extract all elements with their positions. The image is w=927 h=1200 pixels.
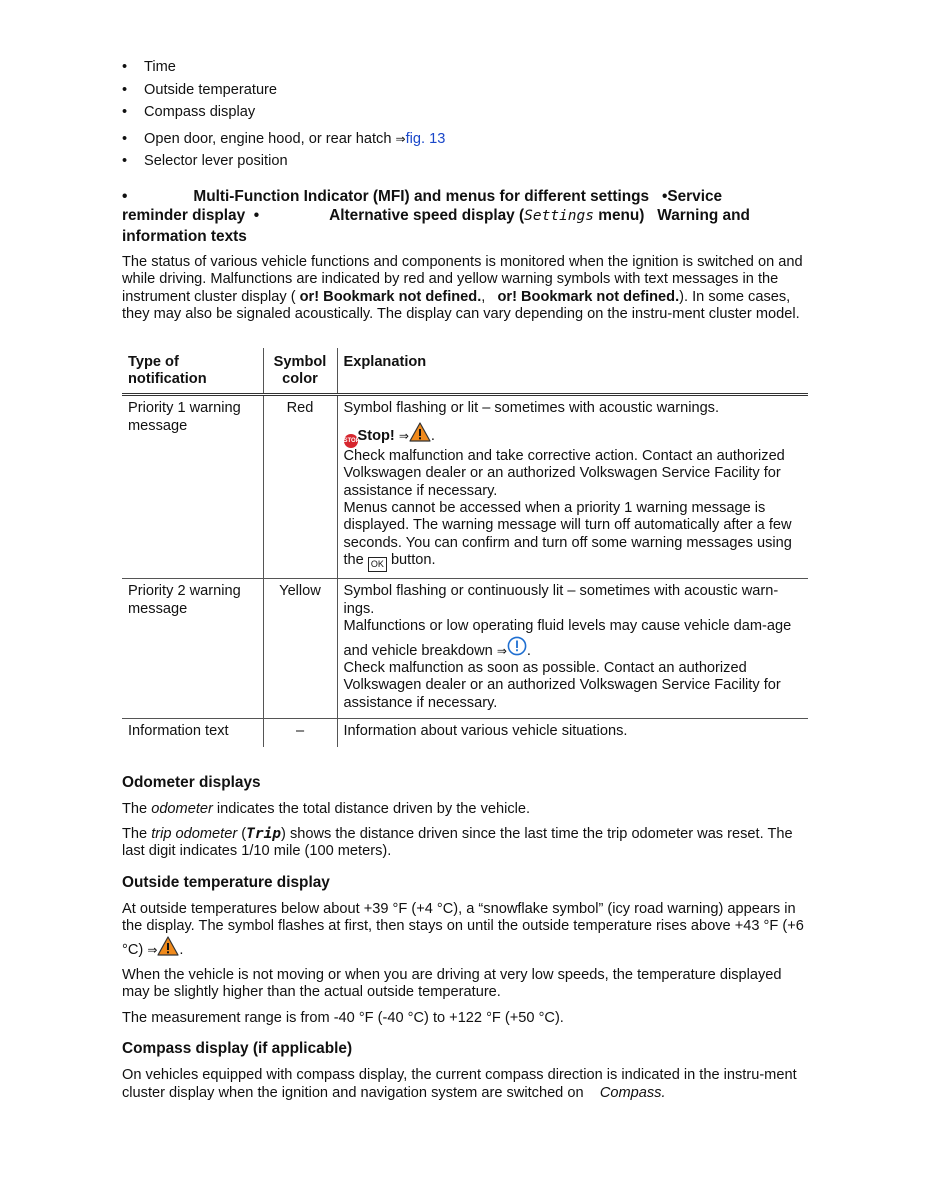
- mfi-part1: Multi-Function Indicator (MFI) and menus for different settings: [193, 187, 650, 205]
- odometer-paragraph: [122, 801, 808, 818]
- trip-paragraph: [122, 826, 808, 861]
- explanation-line: Symbol flashing or lit – sometimes with acoustic warnings.: [343, 400, 720, 417]
- cell-type: Priority 1 warning message: [122, 395, 263, 579]
- mfi-heading: [122, 187, 808, 247]
- bullet-glyph: •: [253, 207, 260, 224]
- explanation-line: Symbol flashing or continuously lit – sometimes with acoustic warn-ings.: [343, 583, 779, 617]
- mfi-part4a: Warning and: [657, 207, 750, 224]
- settings-menu-label: Settings: [524, 208, 594, 224]
- arrow-icon: ⇒: [496, 643, 507, 658]
- odo-term: odometer: [151, 800, 213, 817]
- list-item: [122, 150, 808, 173]
- list-item: [122, 79, 808, 102]
- intro-paragraph: [122, 254, 808, 324]
- arrow-icon: ⇒: [398, 428, 409, 443]
- trip-text: ) shows the distance driven since the last time the trip odometer was reset. The last digit indicates 1/10 mile (100 meters).: [122, 825, 793, 860]
- outside-temp-heading: Outside temperature display: [122, 873, 330, 891]
- feature-list: [122, 56, 808, 173]
- temp-speed-paragraph: When the vehicle is not moving or when you are driving at very low speeds, the temperature displayed may be slightly higher than the actual outside temperature.: [122, 966, 782, 1001]
- list-item-text: Outside temperature: [144, 81, 278, 98]
- list-item-text: Compass display: [144, 104, 256, 120]
- list-item: [122, 101, 808, 124]
- table-row: [122, 719, 808, 747]
- arrow-icon: ⇒: [395, 131, 406, 146]
- trip-label: Trip: [246, 825, 282, 842]
- mfi-part4b: information texts: [122, 227, 247, 245]
- compass-heading: Compass display (if applicable): [122, 1040, 353, 1058]
- mfi-part2b: reminder display: [122, 207, 246, 224]
- trip-text: (: [237, 825, 247, 842]
- notification-table: [122, 348, 808, 747]
- outside-temp-paragraph: At outside temperatures below about +39 °F (+4 °C), a “snowflake symbol” (icy road warning) appears in the display. The symbol flashes at first, then stays on until the outside temperature rises above +43 °F (+6 °C) ⇒ .: [122, 900, 804, 958]
- explanation-line: Malfunctions or low operating fluid levels may cause vehicle dam-age and vehicle breakdown ⇒ .: [343, 618, 792, 659]
- arrow-icon: ⇒: [147, 942, 158, 957]
- stop-line: STOPStop! ⇒ .: [344, 422, 803, 448]
- cell-color: –: [263, 719, 337, 747]
- explanation-text: button.: [390, 552, 436, 569]
- info-circle-icon: [507, 636, 527, 656]
- cell-color: Red: [263, 395, 337, 579]
- odo-text: indicates the total distance driven by the vehicle.: [212, 800, 531, 817]
- intro-sep: ,: [481, 288, 486, 305]
- compass-text: On vehicles equipped with compass display, the current compass direction is indicated in the instru-ment cluster display when the ignition and navigation system are switched on: [122, 1067, 797, 1101]
- mfi-part3-end: menu): [593, 207, 645, 224]
- intro-text: ). In some cases, they may also be signaled acoustically. The display can vary depending on the instru-ment cluster model.: [122, 288, 800, 323]
- temp-range-paragraph: The measurement range is from -40 °F (-40 °C) to +122 °F (+50 °C).: [122, 1009, 564, 1026]
- compass-paragraph: [122, 1067, 808, 1102]
- compass-menu-label: Compass.: [599, 1084, 666, 1101]
- explanation-text: Menus cannot be accessed when a priority 1 warning message is displayed. The warning message will turn off automatically after a few seconds. You can confirm and turn off some warning messages using the: [343, 500, 792, 569]
- intro-text: The status of various vehicle functions and components is monitored when the ignition is switched on and while driving. Malfunctions are indicated by red and yellow warning symbols with text messages in the instrument cluster display (: [122, 254, 803, 305]
- cell-type: Information text: [122, 719, 263, 747]
- header-explanation: [337, 348, 808, 395]
- header-type-text: Type of notification: [128, 353, 207, 388]
- stop-label: Stop!: [357, 427, 395, 444]
- header-explanation-text: Explanation: [343, 353, 427, 370]
- bookmark-error: or! Bookmark not defined.: [497, 288, 680, 305]
- list-item-text: Selector lever position: [144, 153, 288, 169]
- ok-button-key: OK: [368, 557, 387, 572]
- table-header-row: [122, 348, 808, 395]
- trip-term: trip odometer: [151, 825, 238, 842]
- table-row: [122, 395, 808, 579]
- explanation-line: Check malfunction and take corrective action. Contact an authorized Volkswagen dealer or an authorized Volkswagen Service Facility for assistance if necessary.: [343, 447, 785, 499]
- list-item: [122, 128, 808, 151]
- fig-13-link[interactable]: fig. 13: [405, 130, 446, 147]
- cell-explanation: [337, 579, 808, 719]
- trip-text: The: [122, 825, 152, 842]
- explanation-text: Malfunctions or low operating fluid levels may cause vehicle dam-age and vehicle breakdown: [343, 618, 792, 659]
- cell-color: Yellow: [263, 579, 337, 719]
- bookmark-error: or! Bookmark not defined.: [299, 288, 482, 305]
- temp-text: At outside temperatures below about +39 °F (+4 °C), a “snowflake symbol” (icy road warning) appears in the display. The symbol flashes at first, then stays on until the outside temperature rises above +43 °F (+6 °C): [122, 900, 804, 958]
- list-item: [122, 56, 808, 79]
- bullet-glyph: •: [122, 187, 128, 205]
- header-color-text: Symbol color: [273, 353, 327, 388]
- cell-explanation: [337, 395, 808, 579]
- table-row: [122, 579, 808, 719]
- explanation-line: Check malfunction as soon as possible. Contact an authorized Volkswagen dealer or an authorized Volkswagen Service Facility for assistance if necessary.: [343, 659, 781, 711]
- list-item-text: Open door, engine hood, or rear hatch: [144, 130, 392, 147]
- odo-text: The: [122, 800, 152, 817]
- explanation-line: [344, 500, 803, 572]
- header-type: [122, 348, 263, 395]
- mfi-part3: Alternative speed display (: [329, 207, 525, 224]
- stop-icon: STOP: [344, 434, 358, 448]
- manual-page: [122, 56, 808, 1102]
- header-color: [263, 348, 337, 395]
- warning-triangle-icon: [157, 936, 179, 956]
- warning-triangle-icon: [409, 422, 431, 442]
- mfi-part2a: Service: [667, 187, 723, 205]
- bullet-glyph: •: [661, 187, 668, 205]
- list-item-text: Time: [144, 59, 176, 75]
- odometer-heading: Odometer displays: [122, 773, 261, 791]
- cell-type: Priority 2 warning message: [122, 579, 263, 719]
- cell-explanation: Information about various vehicle situations.: [343, 723, 628, 740]
